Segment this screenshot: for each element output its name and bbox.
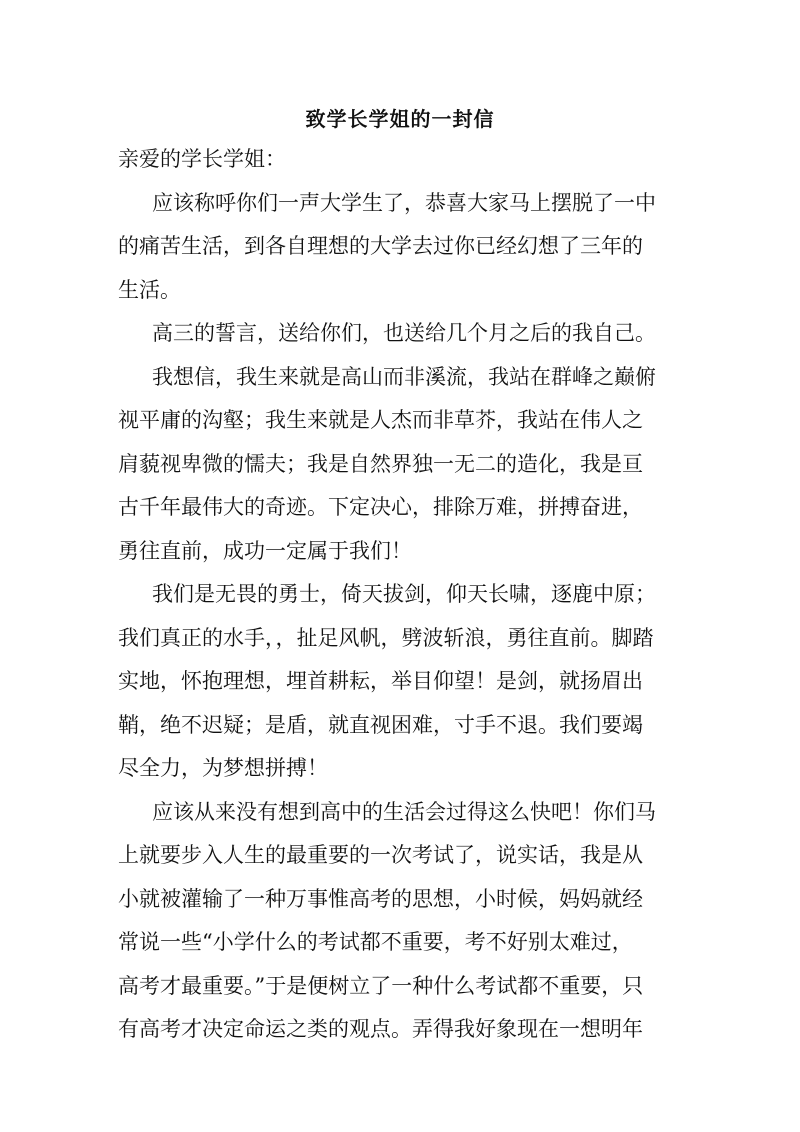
paragraph-1-line-1: 应该称呼你们一声大学生了，恭喜大家马上摆脱了一中 xyxy=(152,191,656,215)
paragraph-5-line-4: 常说一些“小学什么的考试都不重要，考不好别太难过， xyxy=(118,930,633,954)
paragraph-3-line-2: 视平庸的沟壑；我生来就是人杰而非草芥，我站在伟人之 xyxy=(118,408,643,432)
paragraph-4-line-4: 鞘，绝不迟疑；是盾，就直视困难，寸手不退。我们要竭 xyxy=(118,713,643,737)
paragraph-4-line-3: 实地，怀抱理想，埋首耕耘，举目仰望！是剑，就扬眉出 xyxy=(118,669,643,693)
paragraph-4-line-1: 我们是无畏的勇士，倚天拔剑，仰天长啸，逐鹿中原； xyxy=(152,582,656,606)
paragraph-5-line-5: 高考才最重要。”于是便树立了一种什么考试都不重要，只 xyxy=(118,974,644,998)
letter-title: 致学长学姐的一封信 xyxy=(305,107,495,131)
paragraph-3-line-5: 勇往直前，成功一定属于我们！ xyxy=(118,539,412,563)
paragraph-2-line-1: 高三的誓言，送给你们，也送给几个月之后的我自己。 xyxy=(152,321,656,345)
paragraph-5-line-2: 上就要步入人生的最重要的一次考试了，说实话，我是从 xyxy=(118,843,643,867)
salutation: 亲爱的学长学姐： xyxy=(118,147,286,171)
paragraph-3-line-4: 古千年最伟大的奇迹。下定决心，排除万难，拼搏奋进， xyxy=(118,495,643,519)
paragraph-5-line-1: 应该从来没有想到高中的生活会过得这么快吧！你们马 xyxy=(152,800,656,824)
paragraph-3-line-3: 肩藐视卑微的懦夫；我是自然界独一无二的造化，我是亘 xyxy=(118,452,643,476)
paragraph-3-line-1: 我想信，我生来就是高山而非溪流，我站在群峰之巅俯 xyxy=(152,365,656,389)
paragraph-1-line-3: 生活。 xyxy=(118,278,181,302)
paragraph-4-line-5: 尽全力，为梦想拼搏！ xyxy=(118,756,328,780)
paragraph-5-line-6: 有高考才决定命运之类的观点。弄得我好象现在一想明年 xyxy=(118,1017,643,1041)
paragraph-1-line-2: 的痛苦生活，到各自理想的大学去过你已经幻想了三年的 xyxy=(118,234,643,258)
paragraph-5-line-3: 小就被灌输了一种万事惟高考的思想，小时候，妈妈就经 xyxy=(118,887,643,911)
paragraph-4-line-2: 我们真正的水手，，扯足风帆，劈波斩浪，勇往直前。脚踏 xyxy=(118,626,654,650)
